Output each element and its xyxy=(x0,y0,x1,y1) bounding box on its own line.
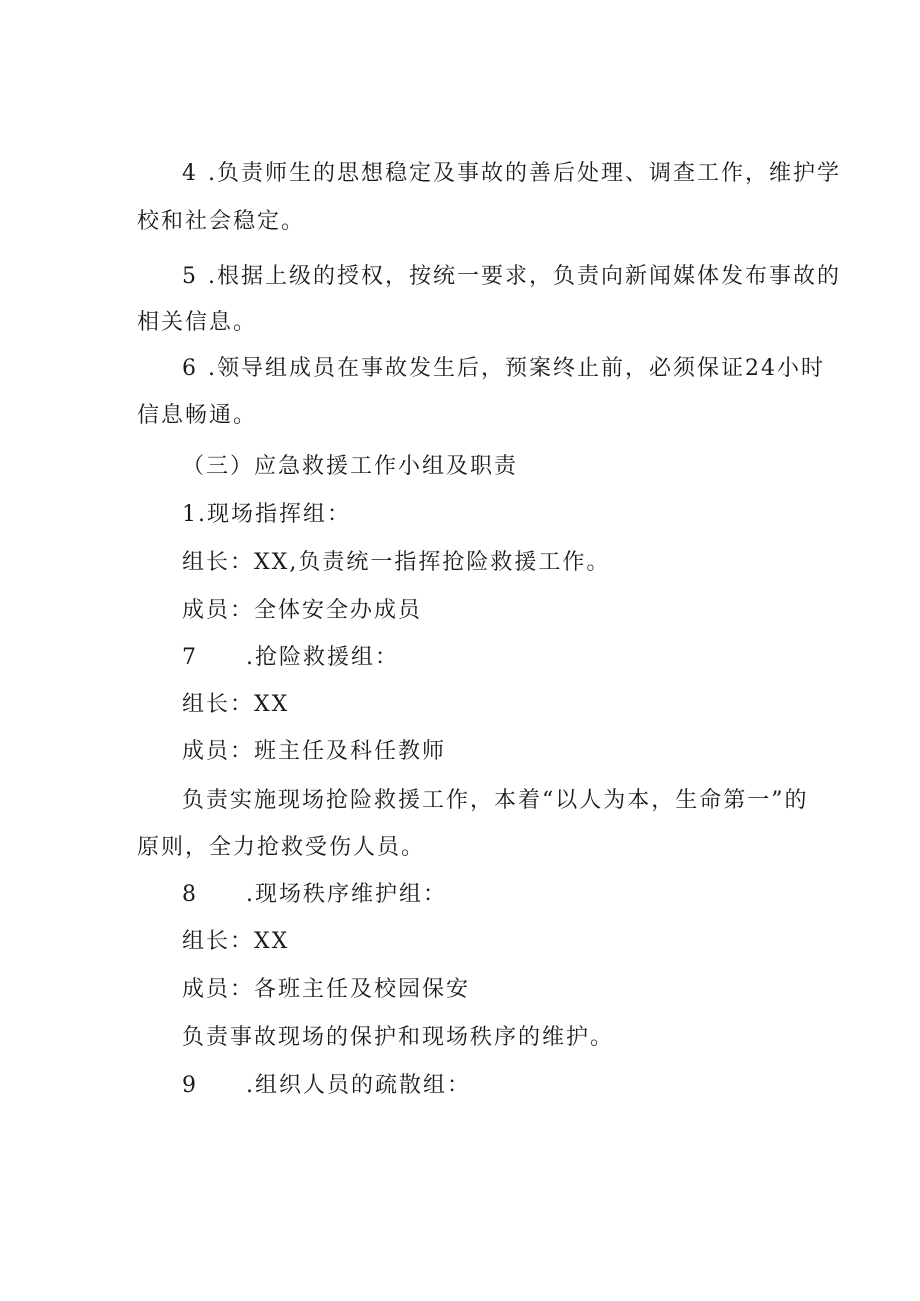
group2-duty-line-1: 负责实施现场抢险救援工作，本着“以人为本，生命第一”的 xyxy=(182,788,809,813)
group4-title xyxy=(182,1071,471,1101)
item-text: .现场秩序维护组： xyxy=(246,882,447,907)
paragraph-4-line-1 xyxy=(182,159,841,189)
group2-title xyxy=(182,643,399,673)
group3-members: 成员：各班主任及校园保安 xyxy=(182,977,471,1002)
group3-duty: 负责事故现场的保护和现场秩序的维护。 xyxy=(182,1025,615,1050)
item-number: 9 xyxy=(182,1073,198,1098)
item-number: 6 xyxy=(182,356,198,381)
item-text: .根据上级的授权，按统一要求，负责向新闻媒体发布事故的 xyxy=(208,264,841,289)
group2-duty-line-2: 原则，全力抢救受伤人员。 xyxy=(137,835,426,860)
item-text: .组织人员的疏散组： xyxy=(246,1073,471,1098)
group2-members: 成员：班主任及科任教师 xyxy=(182,739,447,764)
paragraph-5-line-1 xyxy=(182,262,841,292)
item-text: .抢险救援组： xyxy=(246,645,399,670)
group3-leader: 组长：XX xyxy=(182,929,290,954)
item-number: 7 xyxy=(182,645,198,670)
group3-title xyxy=(182,880,447,910)
group2-leader: 组长：XX xyxy=(182,692,290,717)
paragraph-6-line-1 xyxy=(182,354,825,384)
item-number: 4 xyxy=(182,161,198,186)
group1-title: 1.现场指挥组： xyxy=(182,502,351,527)
section-title: （三）应急救援工作小组及职责 xyxy=(182,454,519,479)
paragraph-6-line-2: 信息畅通。 xyxy=(137,403,258,428)
item-text: .负责师生的思想稳定及事故的善后处理、调查工作，维护学 xyxy=(208,161,841,186)
item-number: 5 xyxy=(182,264,198,289)
group1-leader: 组长：XX,负责统一指挥抢险救援工作。 xyxy=(182,550,611,575)
paragraph-4-line-2: 校和社会稳定。 xyxy=(137,209,306,234)
group1-members: 成员：全体安全办成员 xyxy=(182,598,423,623)
item-number: 8 xyxy=(182,882,198,907)
paragraph-5-line-2: 相关信息。 xyxy=(137,310,258,335)
item-text: .领导组成员在事故发生后，预案终止前，必须保证24小时 xyxy=(208,356,825,381)
